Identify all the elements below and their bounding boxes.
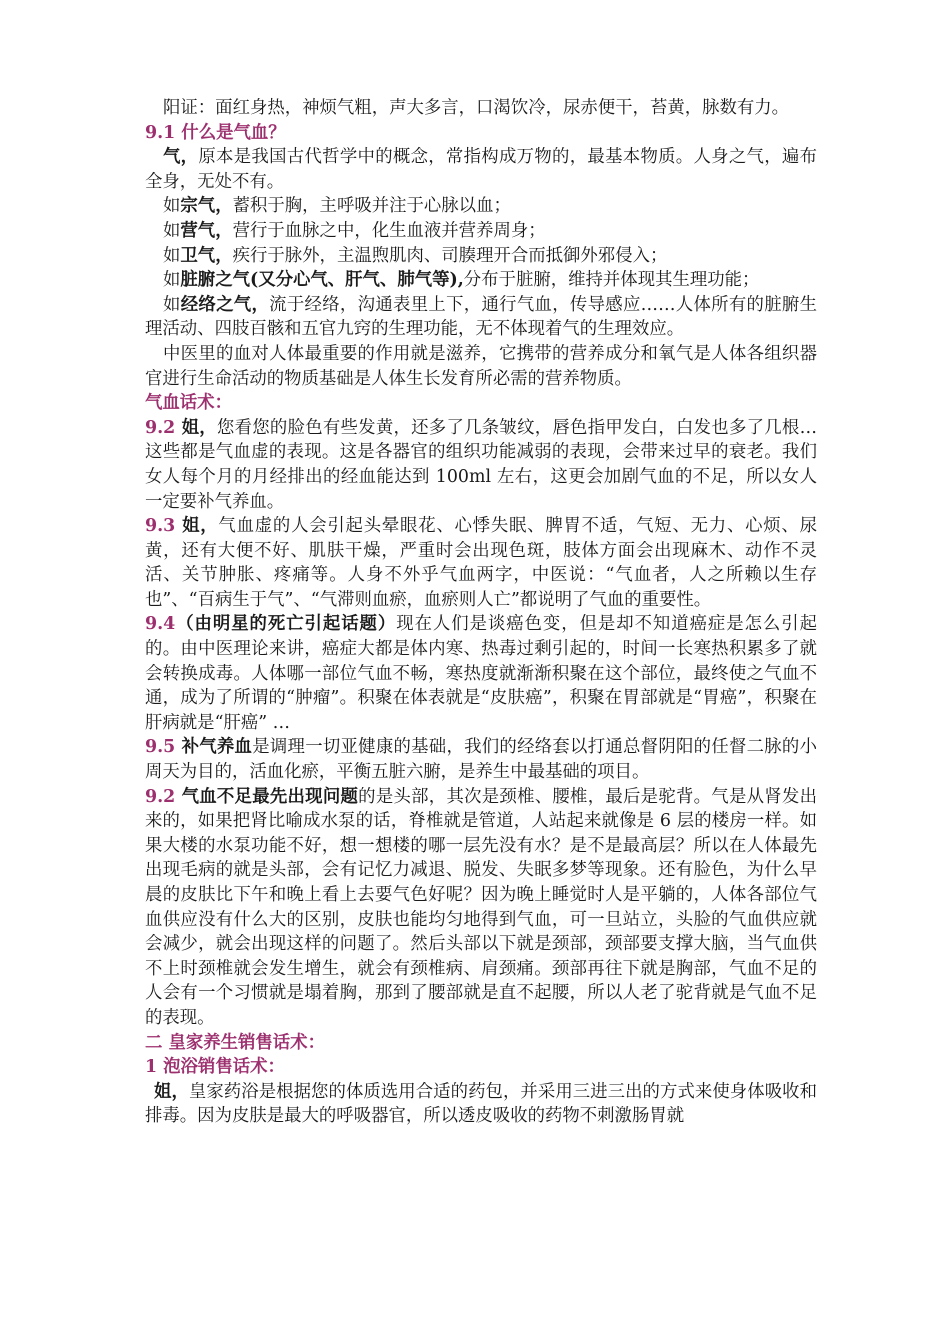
subsection-1-heading: 1 泡浴销售话术：: [145, 1057, 285, 1078]
blood-paragraph: 中医里的血对人体最重要的作用就是滋养，它携带的营养成分和氧气是人体各组织器官进行生命活动的物质基础是人体生长发育所必需的营养物质。: [145, 343, 817, 389]
item-term: 卫气，: [180, 245, 233, 266]
item-term: 脏腑之气(又分心气、肝气、肺气等),: [180, 270, 464, 291]
bath-sales-paragraph: [145, 1080, 817, 1129]
item-text: 营行于血脉之中，化生血液并营养周身；: [232, 220, 546, 241]
qi-type-item: [145, 244, 817, 269]
item-prefix: 如: [163, 220, 181, 241]
item-text: 蓄积于胸，主呼吸并注于心脉以血；: [232, 196, 511, 217]
item-term: 宗气，: [180, 196, 233, 217]
section-term: （由明星的死亡引起话题）: [175, 614, 397, 635]
document-page: [145, 96, 817, 1129]
section-term: 姐，: [182, 516, 219, 537]
qi-definition-paragraph: [145, 145, 817, 194]
section-text: 气血虚的人会引起头晕眼花、心悸失眠、脾胃不适，气短、无力、心烦、尿黄，还有大便不好、肌肤干燥，严重时会出现色斑，肢体方面会出现麻木、动作不灵活、关节肿胀、疼痛等。人身不外乎气血两字，中医说：“气血者，人之所赖以生存也”、“百病生于气”、“气滞则血瘀，血瘀则人亡”都说明了气血的重要性。: [145, 516, 817, 610]
item-text: 分布于脏腑，维持并体现其生理功能；: [463, 270, 760, 291]
qi-term: 气，: [163, 147, 199, 168]
section-text: 皇家药浴是根据您的体质选用合适的药包，并采用三进三出的方式来使身体吸收和排毒。因为皮肤是最大的呼吸器官，所以透皮吸收的药物不刺激肠胃就: [145, 1081, 817, 1127]
yang-syndrome-paragraph: 阳证：面红身热，神烦气粗，声大多言，口渴饮冷，尿赤便干，苔黄，脉数有力。: [163, 98, 790, 118]
item-term: 经络之气，: [180, 294, 270, 315]
item-text: 流于经络，沟通表里上下，通行气血，传导感应……人体所有的脏腑生理活动、四肢百骸和五官九窍的生理功能，无不体现着气的生理效应。: [145, 294, 817, 340]
item-prefix: 如: [163, 196, 181, 217]
section-number: 9.2: [145, 417, 182, 438]
section-9-5-paragraph: [145, 735, 817, 784]
section-term: 姐，: [181, 417, 217, 438]
item-term: 营气，: [180, 220, 233, 241]
qi-type-item: [145, 268, 817, 293]
section-term: 姐，: [154, 1081, 189, 1102]
section-9-1-heading: 9.1 什么是气血？: [145, 122, 286, 143]
item-prefix: 如: [163, 294, 181, 315]
section-text: 您看您的脸色有些发黄，还多了几条皱纹，唇色指甲发白，白发也多了几根…这些都是气血虚的表现。这是各器官的组织功能减弱的表现，会带来过早的衰老。我们女人每个月的月经排出的经血能达到 100ml 左右，这更会加剧气血的不足，所以女人一定要补气养血。: [145, 417, 817, 512]
section-term: 补气养血: [181, 737, 253, 758]
item-prefix: 如: [163, 270, 181, 291]
item-prefix: 如: [163, 245, 181, 266]
section-text: 的是头部，其次是颈椎、腰椎，最后是驼背。气是从肾发出来的，如果把肾比喻成水泵的话，脊椎就是管道，人站起来就像是 6 层的楼房一样。如果大楼的水泵功能不好，想一想楼的哪一层先没有水？是不是最高层？所以在人体最先出现毛病的就是头部，会有记忆力减退、脱发、失眠多梦等现象。还有脸色，为什么早晨的皮肤比下午和晚上看上去要气色好呢？因为晚上睡觉时人是平躺的，人体各部位气血供应没有什么大的区别，皮肤也能均匀地得到气血，可一旦站立，头脸的气血供应就会减少，就会出现这样的问题了。然后头部以下就是颈部，颈部要支撑大脑，当气血供不上时颈椎就会发生增生，就会有颈椎病、肩颈痛。颈部再往下就是胸部，气血不足的人会有一个习惯就是塌着胸，那到了腰部就是直不起腰，所以人老了驼背就是气血不足的表现。: [145, 786, 817, 1028]
section-number: 9.4: [145, 614, 176, 635]
item-text: 疾行于脉外，主温煦肌肉、司腠理开合而抵御外邪侵入；: [232, 245, 668, 266]
section-number: 9.3: [145, 516, 183, 537]
qi-text: 原本是我国古代哲学中的概念，常指构成万物的，最基本物质。人身之气，遍布全身，无处不有。: [145, 147, 817, 192]
qi-type-item: [145, 219, 817, 244]
section-term: 气血不足最先出现问题: [181, 786, 359, 807]
section-2-heading: 二 皇家养生销售话术：: [145, 1032, 325, 1053]
qi-type-item: [145, 293, 817, 342]
section-9-2b-paragraph: [145, 785, 817, 1031]
section-9-2-paragraph: [145, 416, 817, 514]
section-text: 是调理一切亚健康的基础，我们的经络套以打通总督阴阳的任督二脉的小周天为目的，活血化瘀，平衡五脏六腑，是养生中最基础的项目。: [145, 737, 817, 783]
section-number: 9.2: [145, 786, 182, 807]
section-9-4-paragraph: [145, 612, 817, 735]
section-number: 9.5: [145, 737, 182, 758]
section-text: 现在人们是谈癌色变，但是却不知道癌症是怎么引起的。由中医理论来讲，癌症大都是体内寒、热毒过剩引起的，时间一长寒热积累多了就会转换成毒。人体哪一部位气血不畅，寒热度就渐渐积聚在这个部位，最终使之气血不通，成为了所谓的“肿瘤”。积聚在体表就是“皮肤癌”，积聚在胃部就是“胃癌”，积聚在肝病就是“肝癌” …: [145, 614, 817, 733]
qi-blood-talk-heading: 气血话术：: [145, 393, 232, 414]
qi-type-item: [145, 194, 817, 219]
section-9-3-paragraph: [145, 514, 817, 612]
